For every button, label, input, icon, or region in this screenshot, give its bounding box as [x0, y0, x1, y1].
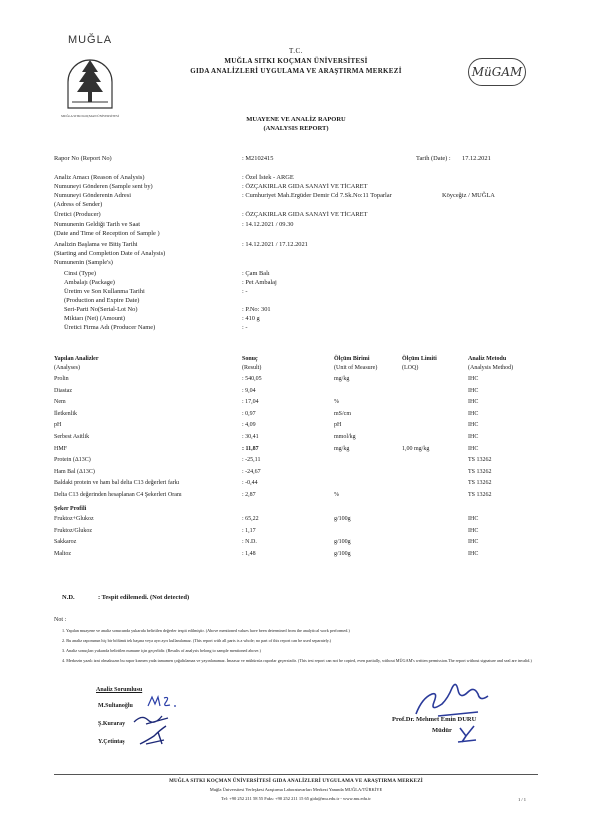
page-number: 1 / 1: [518, 797, 527, 802]
tree-emblem-icon: [62, 48, 118, 112]
cell-unit: mg/kg: [334, 376, 350, 382]
info-value: : 14.12.2021 / 17.12.2021: [242, 241, 308, 248]
footer-address: Muğla Üniversitesi Yerleşkesi Araştırma Laboratuvarları Merkezi Yanında MUĞLA/TÜRKİYE: [209, 787, 383, 792]
col-header-unit-en: (Unit of Measure): [334, 365, 378, 371]
cell-result: : 17,04: [242, 399, 259, 406]
info-value: : 14.12.2021 / 09.30: [242, 221, 294, 228]
sample-value: : 410 g: [242, 315, 260, 322]
info-label: Analiz Amacı (Reason of Analysis): [54, 174, 145, 181]
cell-unit: %: [334, 399, 339, 406]
cell-method: TS 13262: [468, 480, 492, 487]
cell-unit: %: [334, 492, 339, 498]
cell-analysis: Fruktoz/Glukoz: [54, 527, 92, 534]
cell-method: TS 13262: [468, 492, 492, 498]
center-name: GIDA ANALİZLERİ UYGULAMA VE ARAŞTIRMA MERKEZİ: [190, 67, 402, 75]
cell-method: IHC: [468, 410, 479, 417]
mugam-logo-text: MüGAM: [471, 65, 523, 79]
notes-list: [62, 628, 534, 664]
cell-unit: g/100g: [334, 516, 351, 522]
cell-method: IHC: [468, 516, 479, 522]
info-row: [54, 229, 442, 239]
mugam-logo: [468, 58, 526, 86]
cell-result: : -0,44: [242, 480, 258, 487]
cell-unit: mmol/kg: [334, 434, 356, 440]
cell-analysis: Serbest Asitlik: [54, 434, 90, 440]
sample-label: Ambalajı (Package): [64, 279, 115, 286]
sample-value: : P.No: 301: [242, 306, 271, 313]
analyst-name: Y.Çetintaş: [98, 739, 125, 745]
sample-value: : Pet Ambalaj: [242, 279, 277, 286]
info-label: (Starting and Completion Date of Analysis): [54, 250, 166, 257]
col-header-unit: Ölçüm Birimi: [334, 356, 370, 362]
sample-label: Üretim ve Son Kullanma Tarihi: [64, 288, 145, 295]
cell-result: : 65,22: [242, 516, 259, 522]
info-label: Numuneyi Gönderenin Adresi: [54, 192, 132, 199]
info-value: : ÖZÇAKIRLAR GIDA SANAYİ VE TİCARET: [242, 211, 368, 218]
date-value: 17.12.2021: [462, 155, 491, 162]
info-label: Numunenin (Sample's): [54, 259, 113, 266]
table-row: [54, 410, 534, 422]
col-header-analyses: Yapılan Analizler: [54, 356, 99, 362]
table-row: [54, 421, 534, 433]
cell-analysis: pH: [54, 422, 62, 429]
col-header-loq: Ölçüm Limiti: [402, 356, 437, 362]
table-row: [54, 375, 534, 387]
cell-analysis: HMF: [54, 445, 68, 452]
report-no-label: Rapor No (Report No): [54, 155, 112, 162]
table-row: [54, 445, 534, 457]
table-row: [54, 491, 534, 503]
cell-result: : 4,09: [242, 422, 256, 429]
table-row: [54, 527, 534, 539]
note-item: 4. Merkezin yazılı izni olmaksızın bu rapor kısmen yada tamamen çoğaltılamaz ve yayınlanamaz. İmzasız ve mühürsüz raporlar geçersizdir. (This test report can not be copied, even partially, without MÜGAM's written permission.The report without signature and seal are invalid.): [62, 658, 532, 663]
cell-analysis: Ham Bal (Δ13C): [54, 468, 95, 475]
footer-title: MUĞLA SITKI KOÇMAN ÜNİVERSİTESİ GIDA ANALİZLERİ UYGULAMA VE ARAŞTIRMA MERKEZİ: [169, 779, 423, 784]
sample-value: : Çam Balı: [242, 270, 270, 277]
info-label: Numunenin Geldiği Tarih ve Saat: [54, 221, 141, 228]
info-label: Analizin Başlama ve Bitiş Tarihi: [54, 241, 138, 248]
info-value: : ÖZÇAKIRLAR GIDA SANAYİ VE TİCARET: [242, 183, 368, 190]
cell-analysis: Diastaz: [54, 387, 72, 394]
nd-key: N.D.: [62, 594, 75, 601]
cell-method: TS 13262: [468, 468, 492, 475]
university-logo: [58, 34, 122, 128]
university-name: MUĞLA SITKI KOÇMAN ÜNİVERSİTESİ: [224, 57, 368, 65]
info-label: (Date and Time of Reception of Sample ): [54, 230, 160, 237]
table-row: [54, 479, 534, 491]
report-no-row: [54, 154, 530, 164]
cell-unit: g/100g: [334, 539, 351, 546]
cell-method: TS 13262: [468, 457, 492, 464]
cell-result: : 30,41: [242, 434, 259, 440]
cell-method: IHC: [468, 422, 479, 429]
table-row: [54, 515, 534, 527]
col-header-result: Sonuç: [242, 356, 258, 362]
note-item: 2. Bu analiz raporunun hiç bir bölümü tek başına veya ayrı ayrı kullanılamaz. (This report with all parts is a whole; no part of this report can be used separately.): [62, 638, 332, 643]
cell-method: IHC: [468, 387, 479, 394]
info-value-city: Köyceğiz / MUĞLA: [442, 192, 495, 199]
cell-unit: mS/cm: [334, 410, 352, 417]
sample-value: : -: [242, 324, 248, 331]
col-header-analyses-en: (Analyses): [54, 365, 80, 371]
cell-method: IHC: [468, 539, 479, 546]
director-title: Müdür: [432, 727, 452, 734]
cell-result: : 11,87: [242, 445, 259, 452]
cell-result: : -24,67: [242, 468, 261, 475]
cell-analysis: Protein (Δ13C): [54, 457, 91, 464]
table-row: [54, 433, 534, 445]
col-header-method-en: (Analysis Method): [468, 365, 514, 371]
cell-result: : 1,48: [242, 550, 256, 557]
cell-analysis: Delta C13 değerinden hesaplanan C4 Şekerleri Oranı: [54, 492, 182, 498]
sample-label: Üretici Firma Adı (Producer Name): [64, 324, 156, 331]
col-header-loq-en: (LOQ): [402, 365, 419, 371]
tc-label: T.C.: [289, 47, 303, 55]
report-title: MUAYENE VE ANALİZ RAPORU: [246, 116, 346, 123]
report-no-value: : M2102415: [242, 155, 274, 162]
director-name: Prof.Dr. Mehmet Emin DURU: [392, 716, 477, 723]
cell-result: : 0,97: [242, 410, 256, 417]
cell-method: IHC: [468, 399, 479, 406]
info-value: : Cumhuriyet Mah.Ergüder Demir Cd 7.Sk.No:11 Toparlar: [242, 192, 392, 199]
footer-divider: [54, 774, 538, 775]
sample-label: (Production and Expire Date): [64, 297, 140, 304]
results-table: [54, 355, 534, 570]
logo-wordmark: MUĞLA: [67, 34, 113, 46]
cell-analysis: Fruktoz+Glukoz: [54, 516, 94, 522]
nd-note: [62, 594, 362, 604]
info-label: Üretici (Producer): [54, 211, 101, 218]
col-header-result-en: (Result): [242, 365, 262, 371]
table-row: [54, 398, 534, 410]
info-row: [54, 200, 442, 210]
sample-label: Cinsi (Type): [64, 270, 97, 277]
sample-info-block: [54, 173, 530, 358]
cell-analysis: Sakkaroz: [54, 539, 77, 546]
cell-result: : N.D.: [242, 539, 257, 546]
cell-analysis: Prolin: [54, 376, 69, 382]
analysts-heading: Analiz Sorumlusu: [96, 687, 143, 693]
cell-unit: g/100g: [334, 550, 351, 557]
sugar-profile-heading: Şeker Profili: [54, 506, 87, 512]
info-value: : Özel İstek - ARGE: [242, 174, 294, 181]
cell-analysis: Maltoz: [54, 550, 71, 557]
cell-result: : -25,11: [242, 457, 261, 464]
nd-text: : Tespit edilemedi. (Not detected): [98, 594, 190, 601]
cell-result: : 1,17: [242, 527, 256, 534]
cell-unit: mg/kg: [334, 445, 350, 452]
cell-method: IHC: [468, 527, 479, 534]
date-label: Tarih (Date) :: [416, 155, 451, 162]
sample-row: [64, 323, 442, 333]
col-header-method: Analiz Metodu: [468, 356, 507, 362]
table-row: [54, 538, 534, 550]
info-row: [54, 210, 442, 220]
table-row: [54, 550, 534, 562]
info-row: [54, 258, 442, 268]
info-label: (Adress of Sender): [54, 201, 103, 208]
cell-method: IHC: [468, 550, 479, 557]
analyst-name: M.Sultanoğlu: [98, 703, 133, 709]
logo-ring-text: MUĞLA SITKI KOÇMAN ÜNİVERSİTESİ: [61, 114, 119, 118]
table-row: [54, 456, 534, 468]
director-initial-icon: [456, 724, 482, 744]
table-row: [54, 468, 534, 480]
cell-method: IHC: [468, 445, 479, 452]
cell-method: IHC: [468, 376, 479, 382]
note-item: 3. Analiz sonuçları yukarıda belirtilen numune için geçerlidir. (Results of analysis belong to sample mentioned above.): [62, 648, 261, 653]
signature-1-icon: [146, 694, 186, 710]
signature-3-icon: [136, 724, 172, 748]
cell-method: IHC: [468, 434, 479, 440]
info-label: Numuneyi Gönderen (Sample sent by): [54, 183, 153, 190]
analyst-name: Ş.Kuraray: [98, 721, 126, 727]
report-subtitle: (ANALYSIS REPORT): [263, 125, 329, 132]
sample-label: Miktarı (Net) (Amount): [64, 315, 126, 322]
cell-analysis: Baldaki protein ve ham bal delta C13 değerleri farkı: [54, 480, 180, 487]
note-item: 1. Yapılan muayene ve analiz sonucunda yukarıda belirtilen değerler tespit edilmiştir. (Above mentioned values have been determined from the analytical work performed.): [62, 628, 350, 633]
cell-result: : 9,04: [242, 387, 256, 394]
footer-contact: Tel: +90 252 211 58 55 Faks: +90 252 211 15 65 gida@mu.edu.tr - www.mu.edu.tr: [221, 796, 371, 801]
cell-analysis: İletkenlik: [54, 410, 77, 417]
sample-label: Seri-Parti No(Serial-Lot No): [64, 306, 138, 313]
cell-unit: pH: [334, 422, 342, 429]
cell-result: : 2,87: [242, 492, 256, 498]
sample-value: : -: [242, 288, 248, 295]
cell-analysis: Nem: [54, 399, 66, 406]
table-row: [54, 387, 534, 399]
cell-loq: 1,00 mg/kg: [402, 445, 430, 452]
cell-result: : 540,05: [242, 376, 262, 382]
notes-title: Not :: [54, 617, 67, 623]
